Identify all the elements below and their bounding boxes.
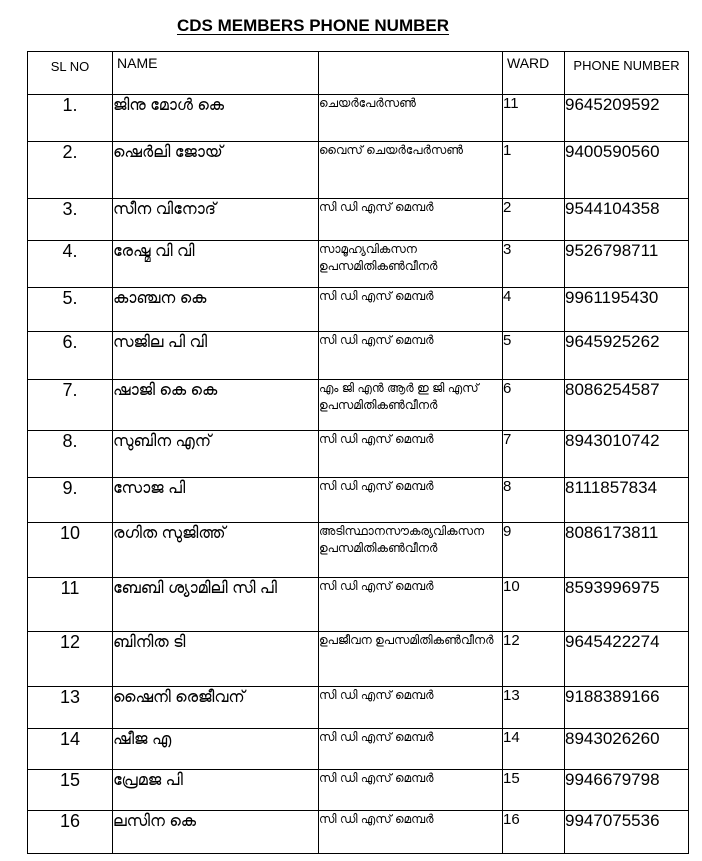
header-ward-label: WARD xyxy=(507,55,550,71)
member-name-cell: സീന വിനോദ് xyxy=(113,199,319,241)
sl-no-cell: 15 xyxy=(28,770,113,811)
member-name-cell: പ്രേമജ പി xyxy=(113,770,319,811)
table-row xyxy=(28,770,689,811)
sl-no-cell: 16 xyxy=(28,811,113,854)
table-row xyxy=(28,687,689,729)
ward-cell: 5 xyxy=(503,332,565,380)
table-row xyxy=(28,199,689,241)
member-role-cell: സി ഡി എസ് മെമ്പർ xyxy=(319,288,503,332)
members-table xyxy=(27,51,689,854)
phone-number-cell: 8086254587 xyxy=(565,380,689,431)
sl-no-cell: 2. xyxy=(28,142,113,199)
member-role-cell: അടിസ്ഥാനസൗകര്യവികസന ഉപസമിതികൺവീനർ xyxy=(319,523,503,578)
member-role-cell: സി ഡി എസ് മെമ്പർ xyxy=(319,770,503,811)
ward-cell: 16 xyxy=(503,811,565,854)
header-role-label xyxy=(319,52,502,55)
sl-no-cell: 4. xyxy=(28,241,113,288)
member-name-cell: സജില പി വി xyxy=(113,332,319,380)
table-row xyxy=(28,578,689,632)
table-row xyxy=(28,523,689,578)
table-row xyxy=(28,332,689,380)
sl-no-cell: 8. xyxy=(28,431,113,478)
member-name-cell: രേഷ്മ വി വി xyxy=(113,241,319,288)
sl-no-cell: 14 xyxy=(28,729,113,770)
table-row xyxy=(28,142,689,199)
member-name-cell: ഷീജ എ xyxy=(113,729,319,770)
header-phone-label: PHONE NUMBER xyxy=(573,58,680,73)
member-role-cell: വൈസ് ചെയർപേർസൺ xyxy=(319,142,503,199)
sl-no-cell: 6. xyxy=(28,332,113,380)
member-name-cell: ഷെർലി ജോയ് xyxy=(113,142,319,199)
sl-no-cell: 11 xyxy=(28,578,113,632)
member-role-cell: എം ജി എൻ ആർ ഇ ജി എസ് ഉപസമിതികൺവീനർ xyxy=(319,380,503,431)
sl-no-cell: 12 xyxy=(28,632,113,687)
header-phone xyxy=(565,52,689,95)
phone-number-cell: 9645925262 xyxy=(565,332,689,380)
member-name-cell: രഗിത സുജിത്ത് xyxy=(113,523,319,578)
table-row xyxy=(28,811,689,854)
member-role-cell: സി ഡി എസ് മെമ്പർ xyxy=(319,729,503,770)
sl-no-cell: 5. xyxy=(28,288,113,332)
ward-cell: 10 xyxy=(503,578,565,632)
ward-cell: 3 xyxy=(503,241,565,288)
ward-cell: 6 xyxy=(503,380,565,431)
table-row xyxy=(28,380,689,431)
phone-number-cell: 9400590560 xyxy=(565,142,689,199)
member-name-cell: സോജ പി xyxy=(113,478,319,523)
member-name-cell: കാഞ്ചന കെ xyxy=(113,288,319,332)
ward-cell: 7 xyxy=(503,431,565,478)
sl-no-cell: 9. xyxy=(28,478,113,523)
member-role-cell: സി ഡി എസ് മെമ്പർ xyxy=(319,332,503,380)
sl-no-cell: 10 xyxy=(28,523,113,578)
phone-number-cell: 9526798711 xyxy=(565,241,689,288)
table-row xyxy=(28,95,689,142)
header-ward xyxy=(503,52,565,95)
phone-number-cell: 8943010742 xyxy=(565,431,689,478)
ward-cell: 14 xyxy=(503,729,565,770)
member-role-cell: സി ഡി എസ് മെമ്പർ xyxy=(319,687,503,729)
table-row xyxy=(28,241,689,288)
phone-number-cell: 9946679798 xyxy=(565,770,689,811)
member-name-cell: ഷാജി കെ കെ xyxy=(113,380,319,431)
phone-number-cell: 9947075536 xyxy=(565,811,689,854)
phone-number-cell: 9645422274 xyxy=(565,632,689,687)
member-name-cell: ജിനു മോൾ കെ xyxy=(113,95,319,142)
ward-cell: 4 xyxy=(503,288,565,332)
member-name-cell: സുബിന എന് xyxy=(113,431,319,478)
phone-number-cell: 8111857834 xyxy=(565,478,689,523)
ward-cell: 13 xyxy=(503,687,565,729)
phone-number-cell: 9645209592 xyxy=(565,95,689,142)
phone-number-cell: 8593996975 xyxy=(565,578,689,632)
ward-cell: 15 xyxy=(503,770,565,811)
member-role-cell: സാമൂഹ്യവികസന ഉപസമിതികൺവീനർ xyxy=(319,241,503,288)
sl-no-cell: 3. xyxy=(28,199,113,241)
member-role-cell: സി ഡി എസ് മെമ്പർ xyxy=(319,431,503,478)
member-role-cell: സി ഡി എസ് മെമ്പർ xyxy=(319,578,503,632)
member-name-cell: ലസിന കെ xyxy=(113,811,319,854)
ward-cell: 8 xyxy=(503,478,565,523)
ward-cell: 2 xyxy=(503,199,565,241)
sl-no-cell: 13 xyxy=(28,687,113,729)
table-row xyxy=(28,632,689,687)
members-table-body xyxy=(28,95,689,854)
ward-cell: 11 xyxy=(503,95,565,142)
member-role-cell: സി ഡി എസ് മെമ്പർ xyxy=(319,811,503,854)
ward-cell: 9 xyxy=(503,523,565,578)
phone-number-cell: 9188389166 xyxy=(565,687,689,729)
ward-cell: 1 xyxy=(503,142,565,199)
member-role-cell: ചെയർപേർസൺ xyxy=(319,95,503,142)
table-row xyxy=(28,478,689,523)
phone-number-cell: 9961195430 xyxy=(565,288,689,332)
phone-number-cell: 8943026260 xyxy=(565,729,689,770)
header-name-label: NAME xyxy=(117,55,158,71)
table-row xyxy=(28,431,689,478)
phone-number-cell: 8086173811 xyxy=(565,523,689,578)
ward-cell: 12 xyxy=(503,632,565,687)
member-role-cell: സി ഡി എസ് മെമ്പർ xyxy=(319,478,503,523)
header-sl-no xyxy=(28,52,113,95)
member-name-cell: ഷൈനി രെജീവന് xyxy=(113,687,319,729)
header-row xyxy=(28,52,689,95)
sl-no-cell: 7. xyxy=(28,380,113,431)
header-sl-no-label: SL NO xyxy=(50,59,90,74)
header-role xyxy=(319,52,503,95)
member-role-cell: സി ഡി എസ് മെമ്പർ xyxy=(319,199,503,241)
member-role-cell: ഉപജീവന ഉപസമിതികൺവീനർ xyxy=(319,632,503,687)
phone-number-cell: 9544104358 xyxy=(565,199,689,241)
page-title: CDS MEMBERS PHONE NUMBER xyxy=(176,16,450,35)
header-name xyxy=(113,52,319,95)
table-row xyxy=(28,729,689,770)
table-row xyxy=(28,288,689,332)
member-name-cell: ബിനിത ടി xyxy=(113,632,319,687)
member-name-cell: ബേബി ശ്യാമിലി സി പി xyxy=(113,578,319,632)
sl-no-cell: 1. xyxy=(28,95,113,142)
